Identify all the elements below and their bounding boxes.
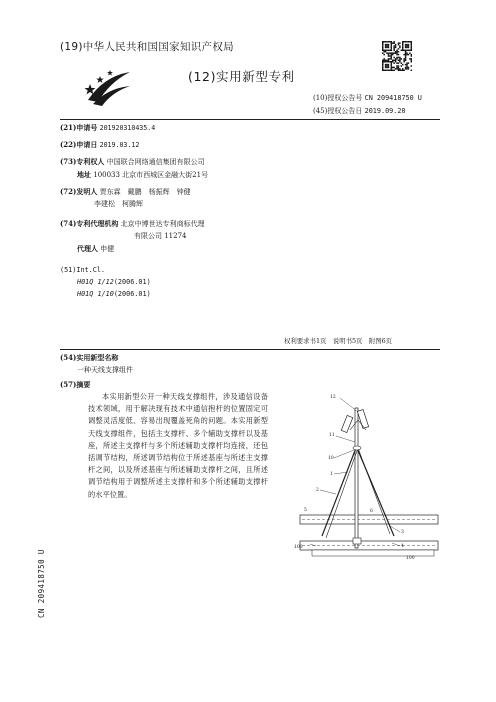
header-rule	[60, 119, 440, 120]
abstract-text: 本实用新型公开一种天线支撑组件，涉及通信设备技术领域，用于解决现有技术中通信抱杆的位置固定可调整灵活度低、容易出现覆盖死角的问题。本实用新型天线支撑组件，包括主支撑杆、多个辅助支撑杆以及基座，所述主支撑杆与多个所述辅助支撑杆均连接，还包括调节结构，所述调节结构位于所述基座与所述主支撑杆之间，以及所述基座与所述辅助支撑杆之间，且所述调节结构用于调整所述主支撑杆和多个所述辅助支撑杆的水平位置。	[88, 392, 268, 499]
qr-code	[382, 41, 412, 71]
authority-name: (19)中华人民共和国国家知识产权局	[60, 41, 234, 53]
middle-rule	[60, 349, 440, 350]
inventors-line1: 贾东霖 戴鹏 杨振辉 钟健	[99, 188, 191, 196]
figure-label: 100	[294, 545, 303, 550]
agency-row	[60, 219, 205, 229]
pub-number: CN 209418750 U	[364, 94, 422, 102]
ipc1-year: (2006.01)	[113, 278, 151, 286]
address: 100033 北京市西城区金融大街21号	[93, 171, 209, 179]
ipc1-code: H01Q 1/12	[77, 278, 114, 286]
pub-number-label: (10)授权公告号	[313, 94, 363, 102]
inventors-line2: 李建松 柯腾辉	[94, 200, 143, 208]
cnipa-logo	[84, 66, 134, 108]
figure-label: 3	[401, 530, 404, 535]
figure-label: 4	[401, 544, 404, 549]
agency-label: (74)专利代理机构	[60, 219, 119, 228]
agent: 申健	[100, 245, 115, 253]
antenna-panel	[357, 410, 368, 429]
patentee-row	[60, 157, 205, 167]
ipc-row-1	[77, 277, 151, 287]
figure-label: 6	[370, 509, 373, 514]
app-no-label: (21)申请号	[60, 123, 98, 132]
patentee-label: (73)专利权人	[60, 157, 105, 166]
pages-info: 权利要求书1页 说明书5页 附图6页	[284, 337, 393, 345]
ipc2-year: (2006.01)	[113, 290, 151, 298]
pub-date-label: (45)授权公告日	[313, 107, 363, 115]
figure-label: 12	[330, 395, 336, 400]
agent-row	[77, 244, 114, 254]
document-type: (12)实用新型专利	[188, 69, 295, 84]
main-pole	[355, 408, 358, 548]
figure-label: 5	[304, 508, 307, 513]
figure-label: 100	[406, 556, 415, 561]
figure-label: 2	[316, 488, 319, 493]
app-no-row	[60, 123, 155, 133]
pub-date-row	[313, 106, 406, 116]
ipc-row-2	[77, 289, 151, 299]
antenna-support-figure	[286, 386, 446, 576]
app-date-row	[60, 140, 139, 150]
ipc-label: (51)Int.Cl.	[60, 266, 106, 274]
agency-line1: 北京中博世达专利商标代理	[120, 220, 205, 228]
address-row	[77, 170, 208, 180]
utility-title: 一种天线支撑组件	[77, 366, 133, 374]
pub-number-row	[313, 93, 422, 103]
app-date: 2019.03.12	[99, 141, 140, 149]
patentee: 中国联合网络通信集团有限公司	[106, 158, 205, 166]
address-label: 地址	[77, 170, 91, 179]
app-no: 201920310435.4	[99, 124, 156, 132]
figure-label: 10	[328, 456, 334, 461]
inventors-label: (72)发明人	[60, 187, 98, 196]
inventors-row	[60, 187, 191, 197]
ipc2-code: H01Q 1/10	[77, 290, 114, 298]
figure-label: 11	[329, 433, 335, 438]
figure-label: 1	[330, 472, 333, 477]
agent-label: 代理人	[77, 244, 98, 253]
side-publication-number: CN 209418750 U	[37, 549, 46, 618]
abstract-label: (57)摘要	[60, 380, 91, 389]
agency-line2: 有限公司 11274	[134, 232, 187, 240]
title-label: (54)实用新型名称	[60, 353, 119, 362]
app-date-label: (22)申请日	[60, 140, 98, 149]
pub-date: 2019.09.20	[364, 107, 406, 115]
